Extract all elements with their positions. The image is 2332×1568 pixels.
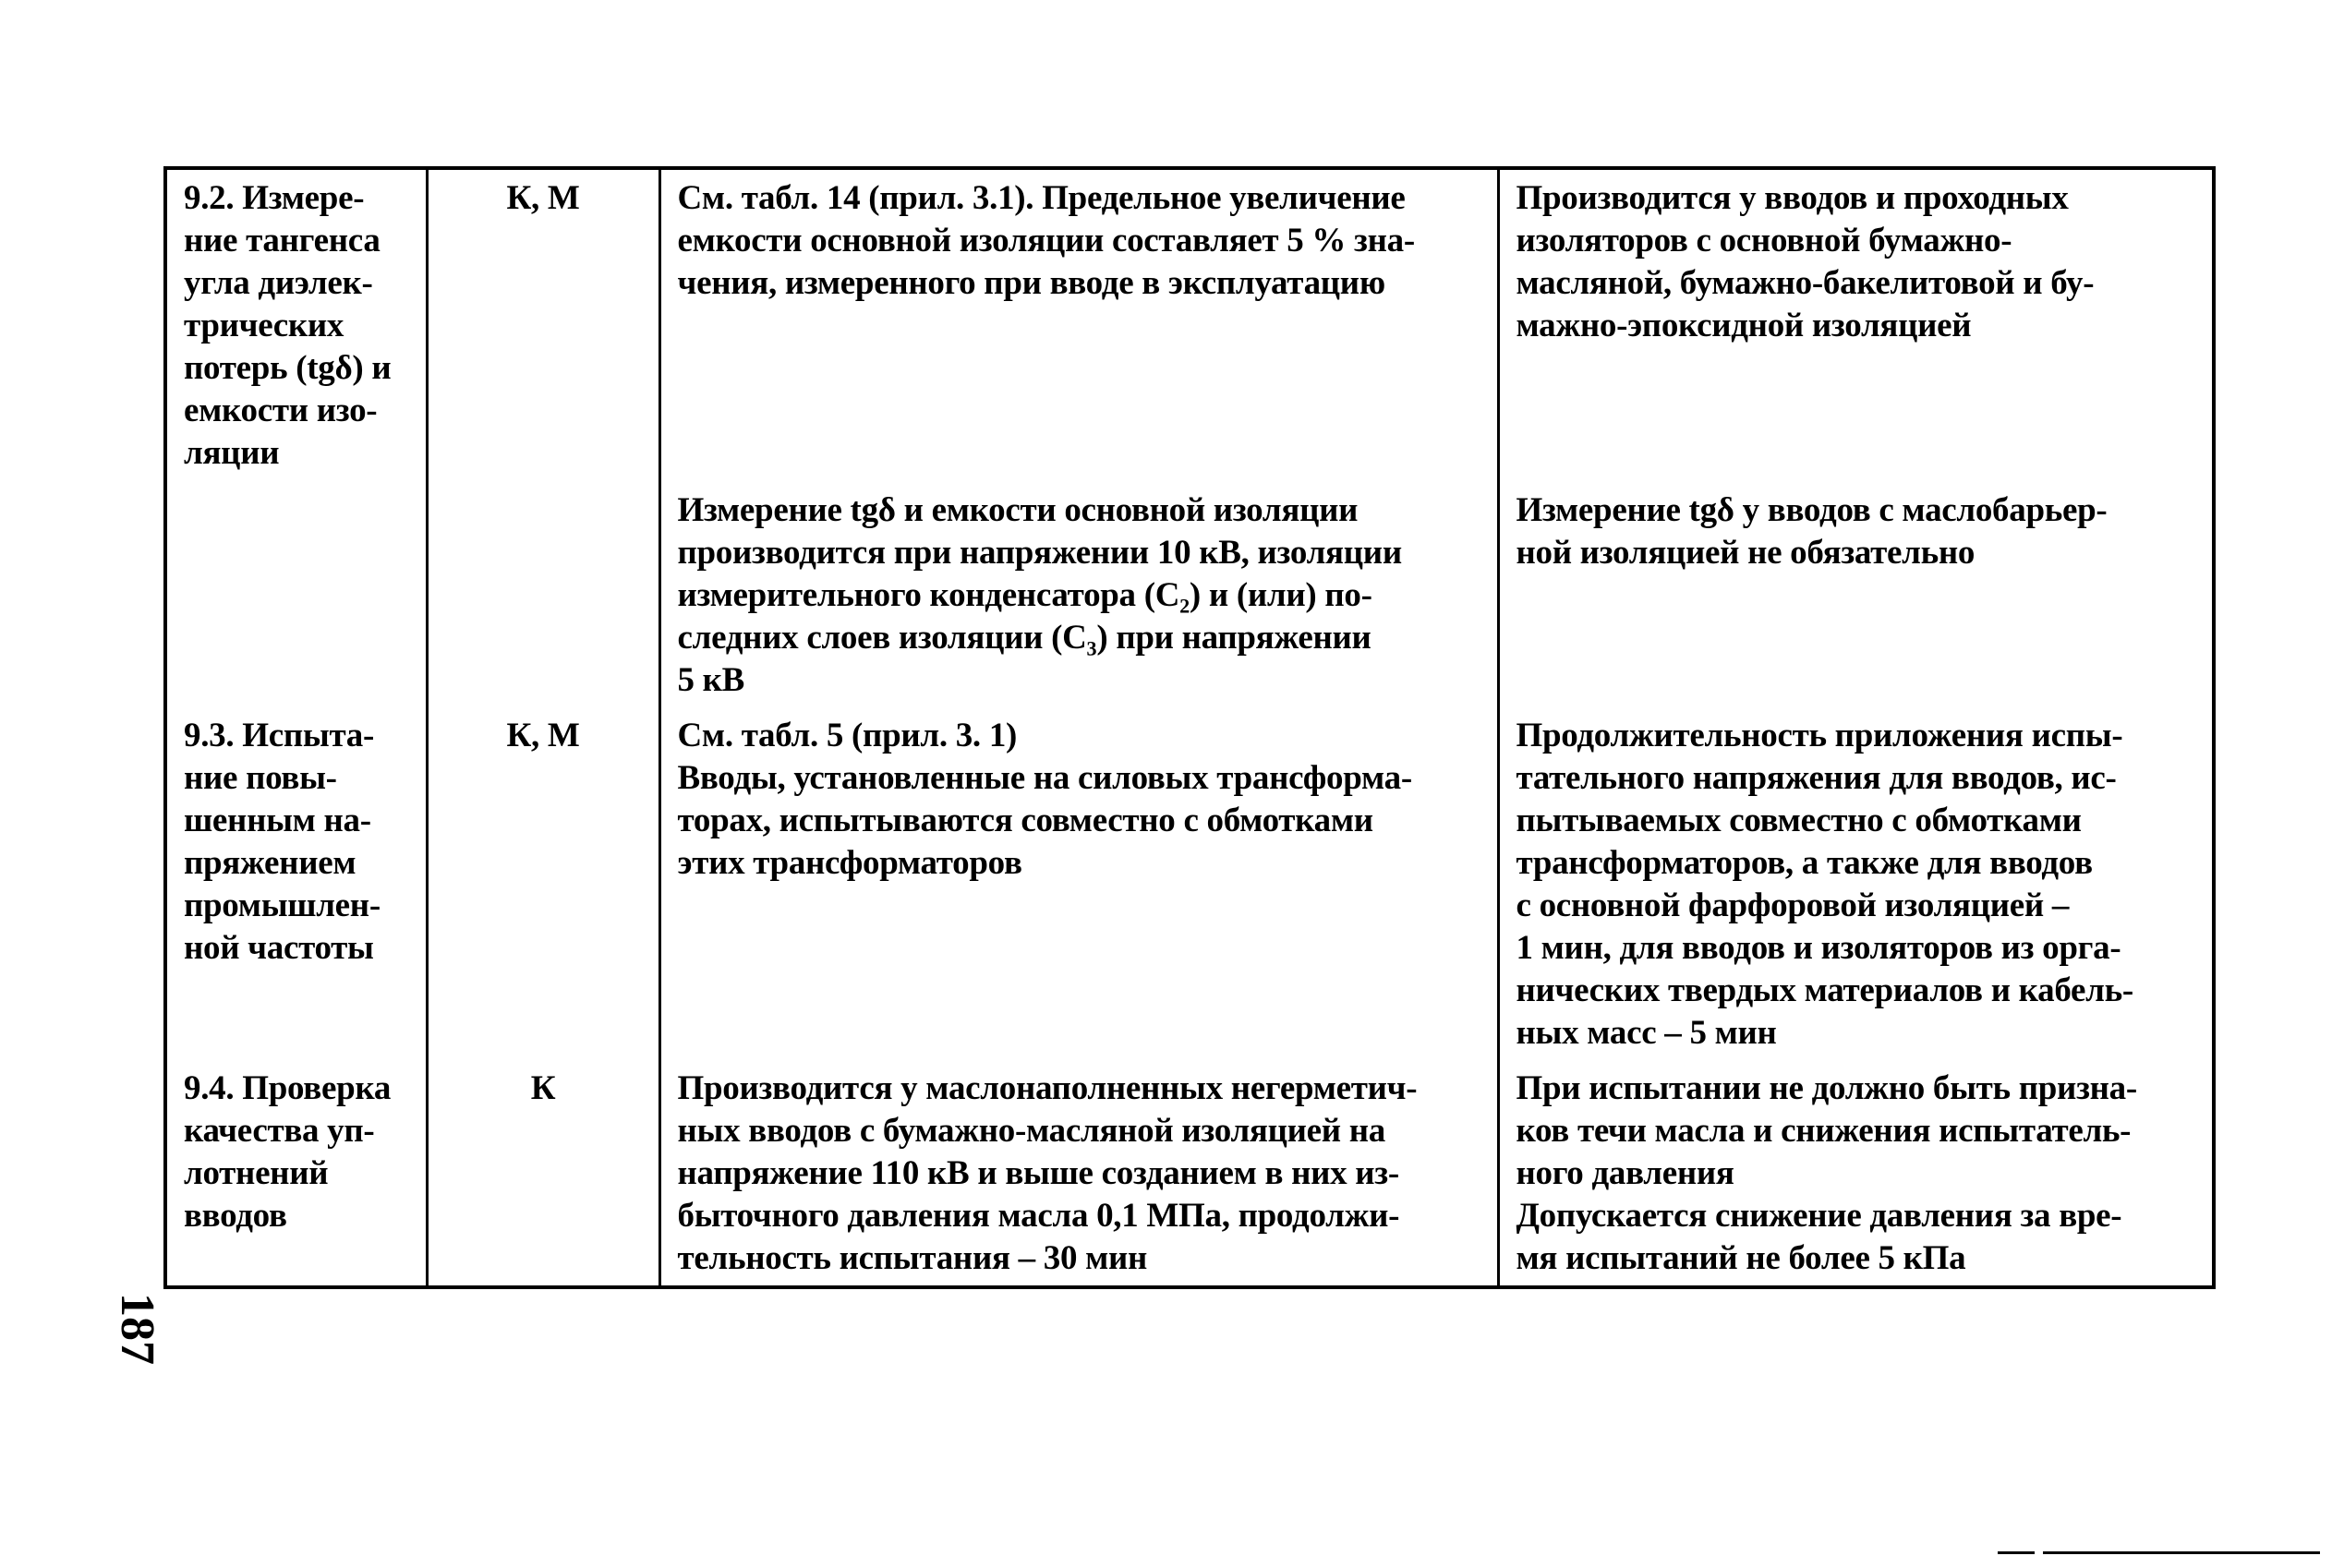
notes-line: ной изоляцией не обязательно — [1516, 534, 1976, 572]
notes-line: с основной фарфоровой изоляцией – — [1516, 887, 2070, 924]
notes-cell — [1498, 168, 2214, 482]
notes-line: пытываемых совместно с обмотками — [1516, 802, 2082, 839]
notes-cell — [1498, 707, 2214, 1060]
notes-line: 1 мин, для вводов и изоляторов из орга- — [1516, 929, 2121, 967]
item-line: 9.4. Проверка — [184, 1069, 392, 1107]
type-label: К, М — [506, 717, 580, 754]
notes-line: масляной, бумажно-бакелитовой и бу- — [1516, 264, 2095, 302]
norms-line: См. табл. 14 (прил. 3.1). Предельное увеличение — [677, 179, 1406, 217]
item-cell — [165, 707, 427, 1060]
table-row — [165, 168, 2214, 482]
notes-line: мя испытаний не более 5 кПа — [1516, 1239, 1966, 1277]
norms-line: 5 кВ — [677, 661, 745, 699]
test-norms-table — [163, 166, 2216, 1289]
notes-line: ков течи масла и снижения испытатель- — [1516, 1112, 2132, 1150]
item-line: ной частоты — [184, 929, 374, 967]
footer-rule — [2043, 1551, 2320, 1554]
item-line: 9.3. Испыта- — [184, 717, 375, 754]
norms-line: напряжение 110 кВ и выше созданием в них из- — [677, 1154, 1399, 1192]
notes-line: Измерение tgδ у вводов с маслобарьер- — [1516, 491, 2108, 529]
norms-line: измерительного конденсатора (C₂) и (или) по- — [677, 576, 1372, 614]
type-cell — [427, 168, 659, 707]
item-line: ние повы- — [184, 759, 337, 797]
norms-line: этих трансформаторов — [677, 844, 1022, 882]
norms-cell — [659, 1060, 1498, 1287]
table-row — [165, 707, 2214, 1060]
item-line: качества уп- — [184, 1112, 375, 1150]
notes-line: ного давления — [1516, 1154, 1734, 1192]
item-line: вводов — [184, 1197, 287, 1235]
norms-line: чения, измеренного при вводе в эксплуатацию — [677, 264, 1385, 302]
norms-line: тельность испытания – 30 мин — [677, 1239, 1148, 1277]
item-line: лотнений — [184, 1154, 329, 1192]
norms-line: Вводы, установленные на силовых трансформа- — [677, 759, 1412, 797]
notes-line: Производится у вводов и проходных — [1516, 179, 2069, 217]
item-line: промышлен- — [184, 887, 381, 924]
notes-line: ных масс – 5 мин — [1516, 1014, 1777, 1052]
item-line: трических — [184, 307, 344, 344]
notes-line: изоляторов с основной бумажно- — [1516, 222, 2012, 259]
notes-line: трансформаторов, а также для вводов — [1516, 844, 2093, 882]
type-cell — [427, 707, 659, 1060]
norms-line: торах, испытываются совместно с обмотками — [677, 802, 1373, 839]
footer-rule-short — [1998, 1551, 2035, 1554]
norms-cell — [659, 168, 1498, 482]
norms-line: следних слоев изоляции (C₃) при напряжении — [677, 619, 1371, 657]
notes-line: нических твердых материалов и кабель- — [1516, 971, 2133, 1009]
notes-line: тательного напряжения для вводов, ис- — [1516, 759, 2117, 797]
notes-cell — [1498, 482, 2214, 707]
item-cell — [165, 168, 427, 707]
norms-line: Измерение tgδ и емкости основной изоляции — [677, 491, 1359, 529]
norms-line: емкости основной изоляции составляет 5 % зна- — [677, 222, 1415, 259]
notes-line: При испытании не должно быть призна- — [1516, 1069, 2137, 1107]
type-cell — [427, 1060, 659, 1287]
norms-line: ных вводов с бумажно-масляной изоляцией на — [677, 1112, 1385, 1150]
notes-cell — [1498, 1060, 2214, 1287]
type-label: К, М — [506, 179, 580, 217]
item-line: угла диэлек- — [184, 264, 373, 302]
item-line: 9.2. Измере- — [184, 179, 365, 217]
notes-line: Допускается снижение давления за вре- — [1516, 1197, 2122, 1235]
norms-line: Производится у маслонаполненных негерметич- — [677, 1069, 1418, 1107]
item-line: ние тангенса — [184, 222, 381, 259]
item-line: емкости изо- — [184, 392, 378, 429]
notes-line: мажно-эпоксидной изоляцией — [1516, 307, 1972, 344]
item-line: потерь (tgδ) и — [184, 349, 392, 387]
item-line: шенным на- — [184, 802, 371, 839]
item-line: пряжением — [184, 844, 356, 882]
norms-line: быточного давления масла 0,1 МПа, продолжи- — [677, 1197, 1400, 1235]
norms-cell — [659, 482, 1498, 707]
type-label: К — [530, 1069, 556, 1107]
norms-cell — [659, 707, 1498, 1060]
notes-line: Продолжительность приложения испы- — [1516, 717, 2123, 754]
page-number: 187 — [111, 1293, 163, 1365]
item-line: ляции — [184, 434, 280, 472]
norms-line: производится при напряжении 10 кВ, изоляции — [677, 534, 1402, 572]
table-row — [165, 1060, 2214, 1287]
item-cell — [165, 1060, 427, 1287]
norms-line: См. табл. 5 (прил. 3. 1) — [677, 717, 1018, 754]
